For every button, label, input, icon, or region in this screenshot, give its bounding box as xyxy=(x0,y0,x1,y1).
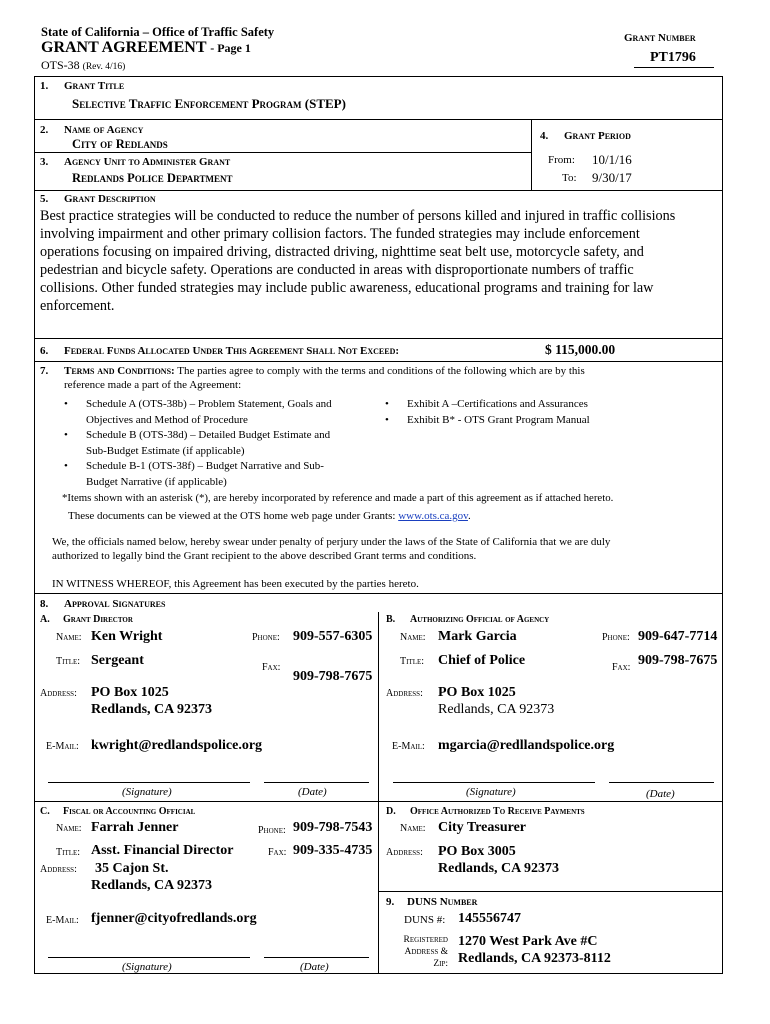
authorizing-official-phone: 909-647-7714 xyxy=(638,629,718,644)
docs-note: These documents can be viewed at the OTS home web page under Grants: www.ots.ca.gov. xyxy=(68,510,471,522)
divider xyxy=(34,593,723,594)
authorizing-official-title: Chief of Police xyxy=(438,653,526,668)
penalty-statement-2: authorized to legally bind the Grant recipient to the above described Grant terms and conditions. xyxy=(52,550,477,562)
grant-title-label: Grant Title xyxy=(64,80,125,92)
fiscal-official-title: Asst. Financial Director xyxy=(91,843,234,858)
divider xyxy=(378,891,723,892)
grant-number-label: Grant Number xyxy=(624,32,696,44)
divider xyxy=(34,801,723,802)
fiscal-official-fax: 909-335-4735 xyxy=(293,843,373,858)
penalty-statement-1: We, the officials named below, hereby swear under penalty of perjury under the laws of the State of California that we are duly xyxy=(52,536,611,548)
divider xyxy=(34,190,723,191)
divider xyxy=(34,361,723,362)
grant-description-text: Best practice strategies will be conducted to reduce the number of persons killed and injured in traffic collisions involving impairment and other primary collision factors. The funded strategies may include enforcement operations focusing on impaired driving, distracted driving, nighttime seat belt use, motorcycle safety, and pedestrian and bicycle safety. Operations are conducted in areas with disproportionate numbers of traffic collisions. Other funded strategies may include public awareness, educational programs and training for law enforcement. xyxy=(40,208,676,314)
divider xyxy=(34,338,723,339)
grant-number-underline xyxy=(634,67,714,68)
frame-bottom xyxy=(34,973,723,974)
authorizing-official-heading: Authorizing Official of Agency xyxy=(410,614,550,625)
form-id: OTS-38 (Rev. 4/16) xyxy=(41,58,126,72)
federal-funds-label: Federal Funds Allocated Under This Agreement Shall Not Exceed: xyxy=(64,345,400,357)
authorizing-official-email: mgarcia@redllandspolice.org xyxy=(438,738,615,753)
agency-name-label: Name of Agency xyxy=(64,124,144,136)
from-value: 10/1/16 xyxy=(592,152,632,167)
payments-office-name: City Treasurer xyxy=(438,820,527,835)
agency-line: State of California – Office of Traffic Safety xyxy=(41,25,275,39)
grant-director-phone: 909-557-6305 xyxy=(293,629,373,644)
ots-website-link[interactable]: www.ots.ca.gov xyxy=(398,510,468,522)
grant-period-label: Grant Period xyxy=(564,130,631,142)
grant-title-value: Selective Traffic Enforcement Program (STEP) xyxy=(72,96,346,111)
signature-line[interactable] xyxy=(48,782,250,783)
signature-line[interactable] xyxy=(393,782,595,783)
frame-top xyxy=(34,76,723,77)
witness-statement: IN WITNESS WHEREOF, this Agreement has been executed by the parties hereto. xyxy=(52,578,419,590)
from-label: From: xyxy=(548,154,575,166)
signature-line[interactable] xyxy=(48,957,250,958)
divider xyxy=(34,152,531,153)
agency-name-value: City of Redlands xyxy=(72,137,168,151)
authorizing-official-address: PO Box 1025 Redlands, CA 92373 xyxy=(438,685,555,717)
fiscal-official-email: fjenner@cityofredlands.org xyxy=(91,911,257,926)
list-item: • Schedule B-1 (OTS-38f) – Budget Narrative and Sub- xyxy=(86,459,332,475)
to-value: 9/30/17 xyxy=(592,170,632,185)
schedule-list: • Schedule A (OTS-38b) – Problem Statement, Goals and Objectives and Method of Procedure • Schedule B (OTS-38d) – Detailed Budget Estimate and Sub-Budget Estimate (if applicable) • Schedule B-1 (OTS-38f) – Budget Narrative and Sub- Budget Narrative (if applicable) xyxy=(86,397,332,490)
exhibit-list xyxy=(407,397,590,428)
list-item: • Schedule A (OTS-38b) – Problem Statement, Goals and xyxy=(86,397,332,413)
list-item: • Exhibit A –Certifications and Assurances xyxy=(407,397,590,413)
list-item: • Exhibit B* - OTS Grant Program Manual xyxy=(407,413,590,429)
payments-office-heading: Office Authorized To Receive Payments xyxy=(410,806,585,817)
fiscal-official-phone: 909-798-7543 xyxy=(293,820,373,835)
frame-right xyxy=(722,76,723,973)
grant-director-title: Sergeant xyxy=(91,653,144,668)
registered-address-label: Registered Address & Zip: xyxy=(403,935,448,969)
column-divider xyxy=(378,612,379,973)
authorizing-official-name: Mark Garcia xyxy=(438,629,517,644)
frame-left xyxy=(34,76,35,973)
duns-value: 145556747 xyxy=(458,911,521,926)
grant-number-value: PT1796 xyxy=(650,50,696,65)
registered-address-value: 1270 West Park Ave #C Redlands, CA 92373-8112 xyxy=(458,934,611,966)
grant-description-label: Grant Description xyxy=(64,193,156,205)
grant-director-heading: Grant Director xyxy=(63,614,133,625)
agency-unit-label: Agency Unit to Administer Grant xyxy=(64,156,231,168)
fiscal-official-name: Farrah Jenner xyxy=(91,820,179,835)
date-line[interactable] xyxy=(609,782,714,783)
list-item: • Schedule B (OTS-38d) – Detailed Budget Estimate and xyxy=(86,428,332,444)
fiscal-official-address: 35 Cajon St. Redlands, CA 92373 xyxy=(91,861,212,893)
approval-signatures-label: Approval Signatures xyxy=(64,598,166,610)
payments-office-address: PO Box 3005 Redlands, CA 92373 xyxy=(438,844,559,876)
federal-funds-amount: $ 115,000.00 xyxy=(545,342,616,357)
date-line[interactable] xyxy=(264,782,369,783)
grant-director-name: Ken Wright xyxy=(91,629,163,644)
fiscal-official-heading: Fiscal or Accounting Official xyxy=(63,806,196,817)
asterisk-note: *Items shown with an asterisk (*), are hereby incorporated by reference and made a part of this agreement as if attached hereto. xyxy=(62,492,614,504)
terms-label: Terms and Conditions: xyxy=(64,365,175,377)
divider xyxy=(531,119,532,190)
authorizing-official-fax: 909-798-7675 xyxy=(638,653,718,668)
duns-label: DUNS Number xyxy=(407,896,478,908)
to-label: To: xyxy=(562,172,577,184)
divider xyxy=(34,119,723,120)
grant-director-address: PO Box 1025 Redlands, CA 92373 xyxy=(91,685,212,717)
form-title: GRANT AGREEMENT - Page 1 xyxy=(41,39,251,56)
grant-director-fax: 909-798-7675 xyxy=(293,669,373,684)
date-line[interactable] xyxy=(264,957,369,958)
grant-director-email: kwright@redlandspolice.org xyxy=(91,738,263,753)
agency-unit-value: Redlands Police Department xyxy=(72,171,233,185)
